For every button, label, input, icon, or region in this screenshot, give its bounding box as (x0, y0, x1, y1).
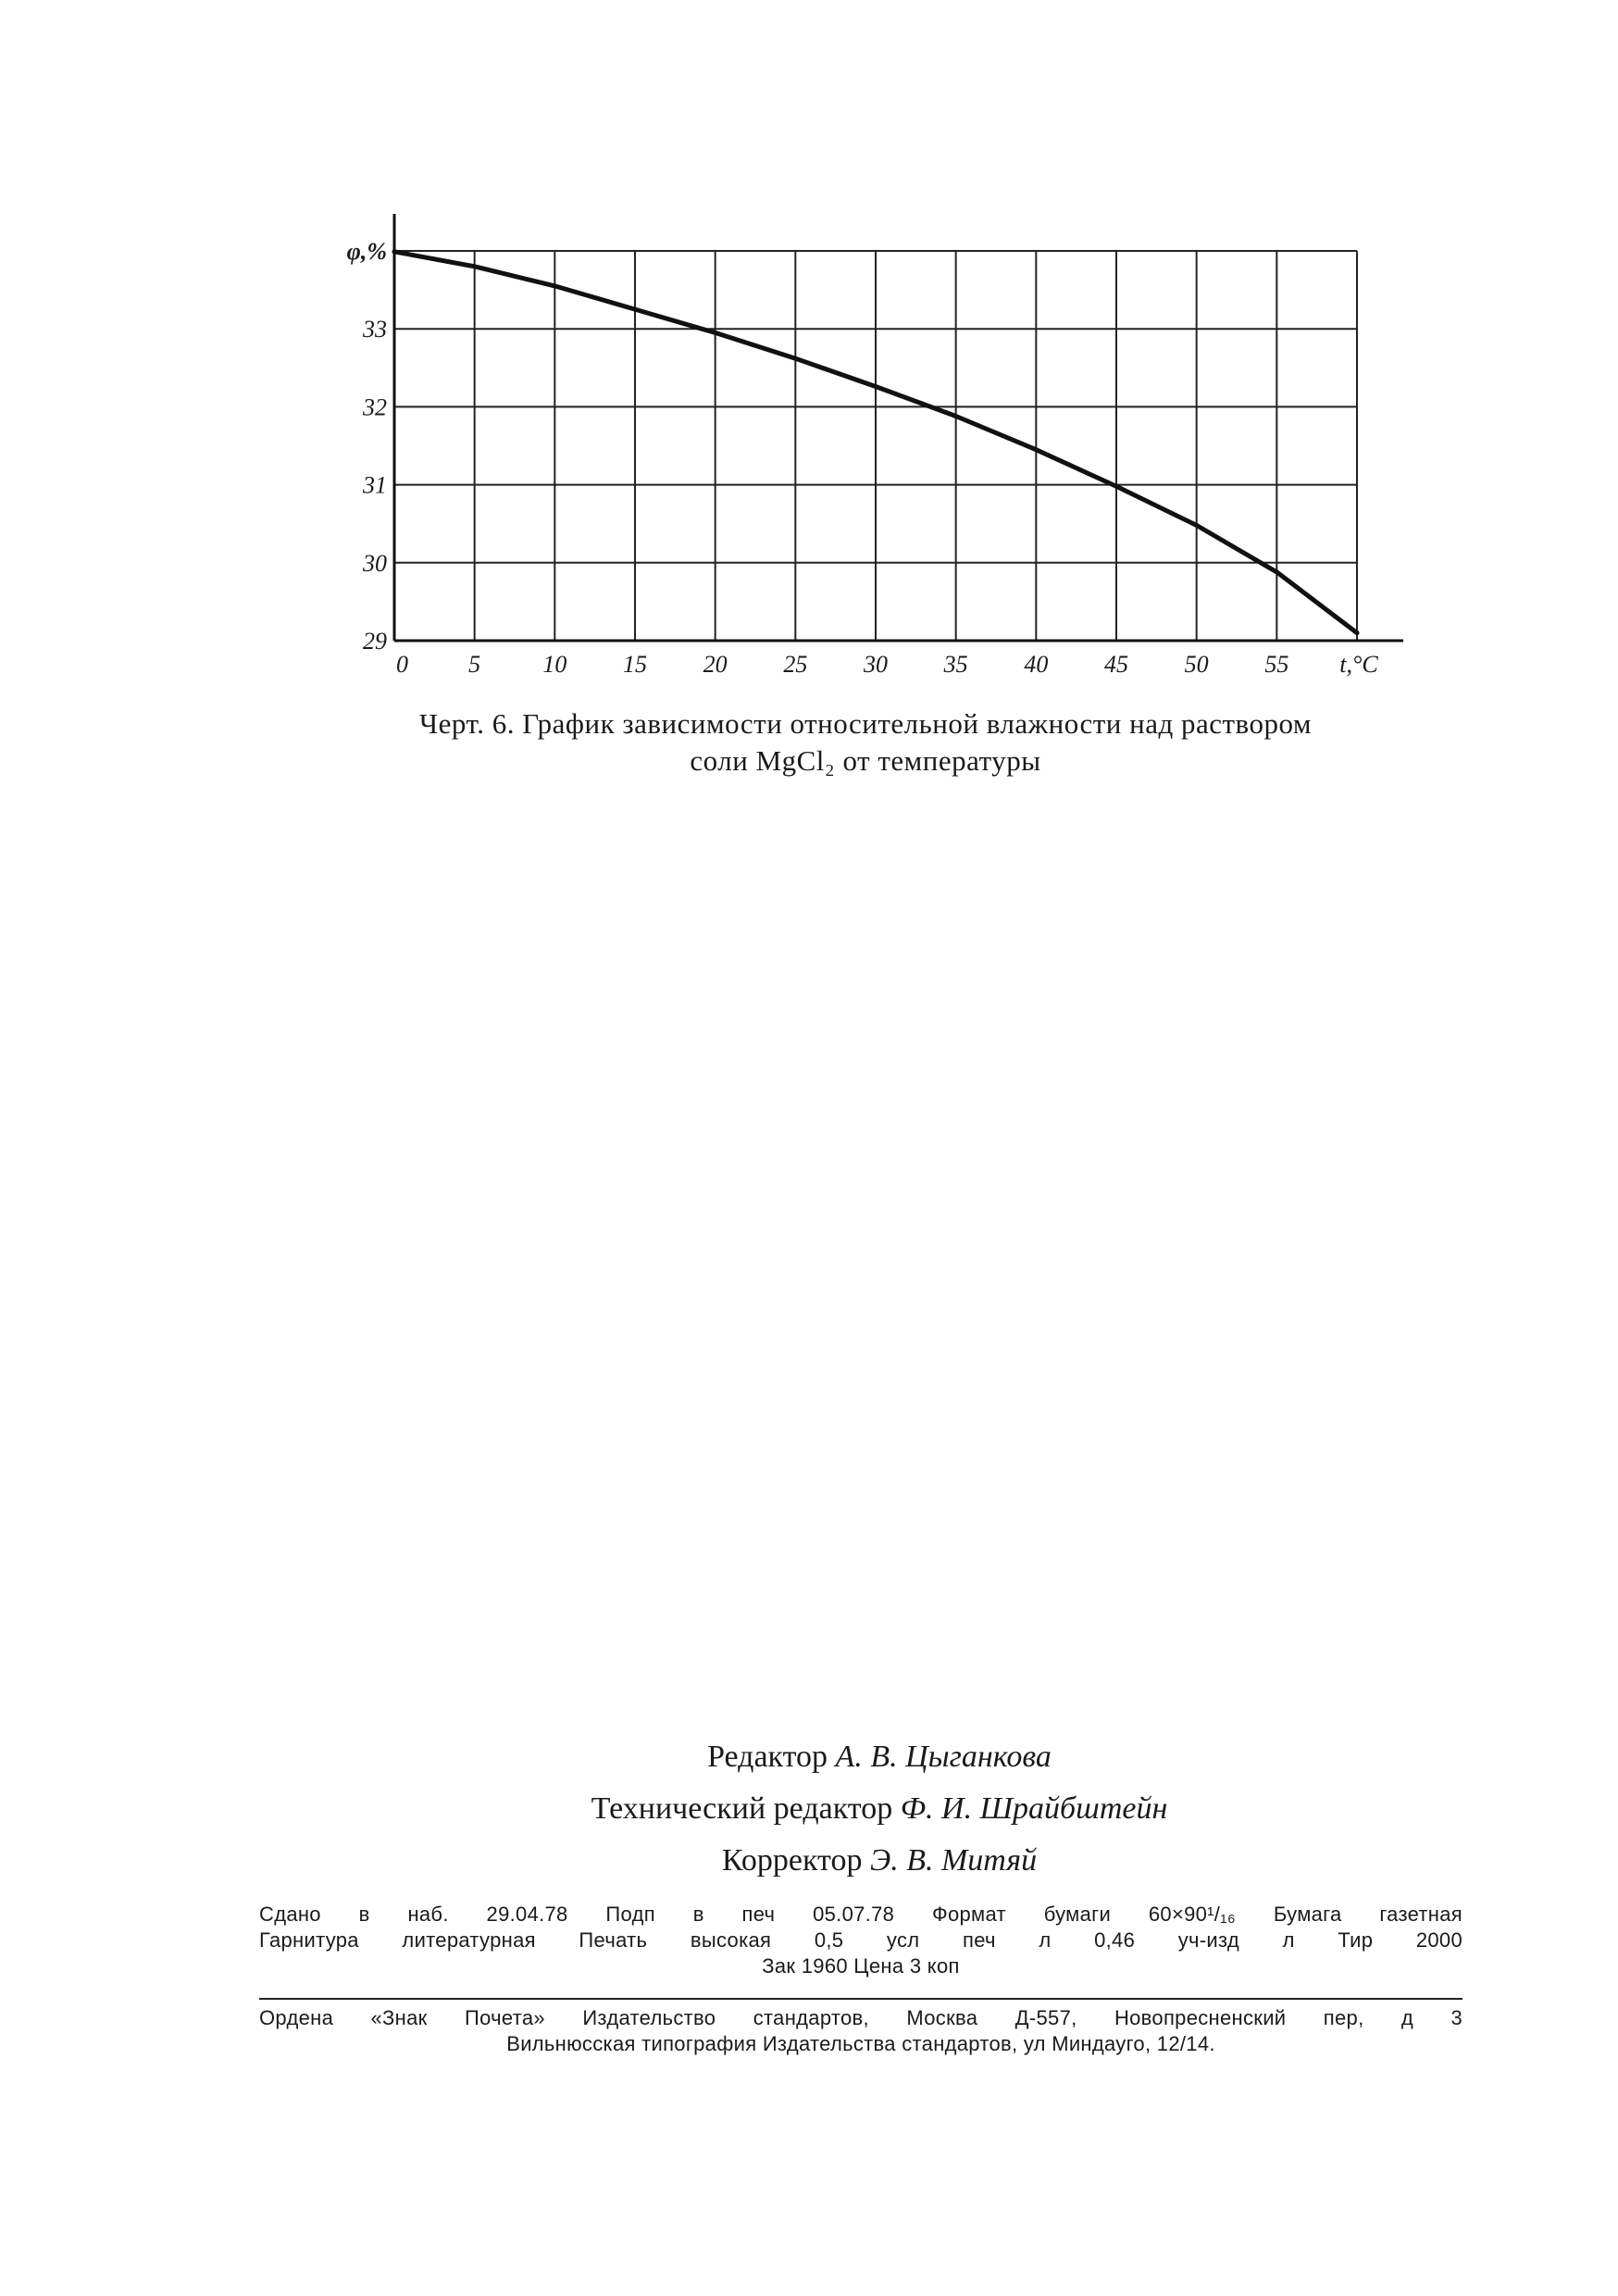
data-point (713, 331, 717, 335)
credit-name: Э. В. Митяй (869, 1843, 1038, 1878)
credit-tech-editor (463, 1783, 1296, 1835)
imprint-line-1: Сдано в наб. 29.04.78 Подп в печ 05.07.78 Формат бумаги 60×90¹/₁₆ Бумага газетная (259, 1903, 1462, 1926)
x-tick-label: 35 (943, 651, 968, 678)
credit-role: Корректор (721, 1843, 863, 1878)
data-point (553, 283, 557, 288)
caption-line-1: Черт. 6. График зависимости относительной влажности над раствором (418, 707, 1312, 740)
caption-line-2: соли MgCl₂ от температуры (690, 744, 1041, 777)
y-tick-label: 30 (363, 549, 387, 577)
imprint-block (259, 1902, 1462, 1979)
x-tick-label: 40 (1024, 651, 1049, 678)
x-tick-label: 20 (703, 651, 728, 678)
x-tick-label: 55 (1264, 651, 1289, 678)
data-point (1194, 523, 1199, 528)
data-point (1355, 630, 1360, 635)
data-point (633, 307, 638, 312)
data-point (472, 264, 477, 268)
x-tick-label: 15 (623, 651, 647, 678)
chart-tick-labels (347, 238, 1379, 678)
data-point (953, 414, 958, 418)
x-tick-label: 50 (1184, 651, 1209, 678)
chart-axes (394, 214, 1403, 641)
credit-name: Ф. И. Шрайбштейн (900, 1791, 1168, 1826)
figure-caption (278, 705, 1453, 780)
chart-grid (394, 251, 1357, 641)
x-tick-label: 30 (864, 651, 888, 678)
data-point (1114, 484, 1119, 489)
imprint-divider (259, 1998, 1462, 2000)
data-point (1275, 569, 1279, 574)
credit-proofreader (463, 1835, 1296, 1887)
credit-role: Технический редактор (591, 1791, 893, 1826)
publisher-line-2: Вильнюсская типография Издательства стандартов, ул Миндауго, 12/14. (506, 2032, 1215, 2055)
x-tick-label: 0 (396, 651, 408, 678)
data-point (1034, 447, 1039, 452)
publisher-block (259, 2005, 1462, 2057)
data-point (392, 249, 397, 254)
credits-block (463, 1731, 1296, 1887)
y-tick-label: 29 (363, 628, 387, 655)
x-tick-label: 25 (783, 651, 808, 678)
data-point (793, 356, 798, 361)
y-tick-label: 33 (363, 316, 387, 343)
x-tick-label: 45 (1104, 651, 1128, 678)
x-axis-label: t,°C (1339, 651, 1378, 678)
y-tick-label: 31 (363, 471, 387, 499)
credit-name: А. В. Цыганкова (835, 1740, 1052, 1774)
x-tick-label: 5 (468, 651, 481, 678)
imprint-line-3: Зак 1960 Цена 3 коп (762, 1954, 960, 1978)
credit-editor (463, 1731, 1296, 1783)
credit-role: Редактор (707, 1740, 828, 1774)
imprint-line-2: Гарнитура литературная Печать высокая 0,5 усл печ л 0,46 уч-изд л Тир 2000 (259, 1928, 1462, 1952)
publisher-line-1: Ордена «Знак Почета» Издательство стандартов, Москва Д-557, Новопресненский пер, д 3 (259, 2006, 1462, 2029)
y-tick-label: 32 (363, 393, 387, 421)
x-tick-label: 10 (542, 651, 567, 678)
y-axis-label: φ,% (346, 238, 387, 265)
data-point (874, 384, 878, 389)
